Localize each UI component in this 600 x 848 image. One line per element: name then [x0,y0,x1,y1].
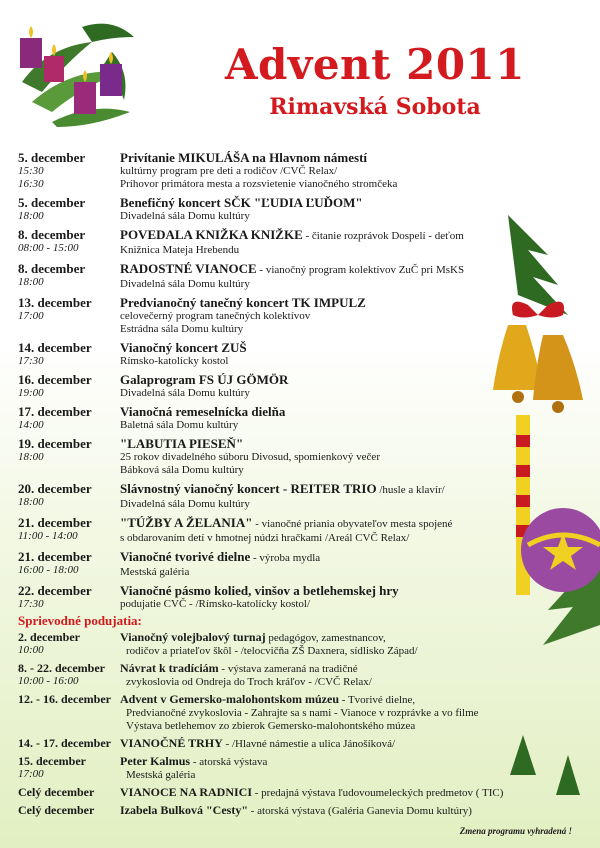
companion-date: 12. - 16. december [18,692,111,706]
event-time: 16:30 [18,178,44,190]
event-time: 11:00 - 14:00 [18,530,78,542]
companion-date-column [18,692,120,733]
companion-title [120,736,588,751]
event-detail: 25 rokov divadelného súboru Divosud, spomienkový večer [120,451,380,463]
event-title-text: Galaprogram FS ÚJ GÖMÖR [120,372,289,387]
companion-date: 2. december [18,630,80,644]
event-title-text: Vianočný koncert ZUŠ [120,340,247,355]
event-date-column [18,515,120,545]
event-title [120,404,508,419]
event-item [18,295,508,336]
companion-event-item [18,754,588,782]
event-body-column [120,227,508,257]
companion-title-text: Advent v Gemersko-malohontskom múzeu [120,692,339,706]
event-item [18,583,508,611]
event-title [120,195,508,210]
event-detail: Divadelná sála Domu kultúry [120,387,250,399]
companion-title-desc: - Tvorivé dielne, [339,694,416,706]
event-title-text: Benefičný koncert SČK "ĽUDIA ĽUĎOM" [120,195,363,210]
event-item [18,227,508,257]
event-date: 20. december [18,481,92,496]
advent-wreath-illustration [12,12,137,130]
companion-body-column [120,736,588,751]
event-time: 17:30 [18,355,44,367]
event-body-column [120,549,508,579]
bow-icon [512,302,564,318]
event-title-text: RADOSTNÉ VIANOCE [120,261,257,276]
event-title [120,515,508,532]
event-title-text: "TÚŽBY A ŽELANIA" [120,515,253,530]
event-title [120,583,508,598]
companion-date-column [18,754,120,782]
event-body-column [120,295,508,336]
event-date: 16. december [18,372,92,387]
event-item [18,195,508,223]
event-detail: kultúrny program pre deti a rodičov /CVČ Relax/ [120,165,338,177]
companion-body-column [120,692,588,733]
event-date: 13. december [18,295,92,310]
companion-title [120,692,588,707]
event-date: 19. december [18,436,92,451]
companion-title [120,754,588,769]
companion-title-text: VIANOCE NA RADNICI [120,785,253,799]
event-body-column [120,515,508,545]
event-title [120,481,508,498]
companion-title-text: Peter Kalmus [120,754,191,768]
event-date-column [18,227,120,257]
companion-date: 8. - 22. december [18,661,105,675]
event-body-column [120,195,508,223]
candle-icon [20,26,42,68]
event-detail: Knižnica Mateja Hrebendu [120,244,240,256]
event-body-column [120,481,508,511]
event-date-column [18,583,120,611]
event-title [120,436,508,451]
event-program [18,150,508,615]
event-title-desc: - vianočný program kolektívov ZuČ pri MsKS [256,264,465,276]
event-date: 21. december [18,515,92,530]
page-subtitle: Rimavská Sobota [269,94,481,120]
event-detail: Divadelná sála Domu kultúry [120,498,250,510]
event-title-text: "LABUTIA PIESEŇ" [120,436,244,451]
event-date-column [18,195,120,223]
event-time: 18:00 [18,276,44,288]
event-date-column [18,150,120,191]
event-body-column [120,150,508,191]
event-detail: Baletná sála Domu kultúry [120,419,239,431]
companion-title-desc: - atorská výstava [190,756,268,768]
event-detail: Rímsko-katolícky kostol [120,355,229,367]
event-item [18,150,508,191]
companion-body-column [120,630,588,658]
companion-title [120,661,588,676]
companion-event-item [18,803,588,818]
event-date-column [18,549,120,579]
event-date-column [18,481,120,511]
event-date-column [18,404,120,432]
companion-title-desc: - výstava zameraná na tradičné [218,663,358,675]
event-time: 15:30 [18,165,44,177]
companion-date: 15. december [18,754,86,768]
event-item [18,515,508,545]
companion-event-item [18,630,588,658]
event-body-column [120,340,508,368]
event-time [18,323,120,336]
event-title-text: POVEDALA KNIŽKA KNIŽKE [120,227,303,242]
event-title-desc: /husle a klavír/ [376,484,445,496]
companion-event-item [18,661,588,689]
event-title [120,340,508,355]
event-date: 21. december [18,549,92,564]
event-time [18,464,120,477]
event-title [120,549,508,566]
event-time: 18:00 [18,496,44,508]
event-detail: Bábková sála Domu kultúry [120,464,244,476]
companion-time: 10:00 [18,644,44,656]
event-detail: podujatie CVČ - /Rímsko-katolícky kostol/ [120,598,311,610]
event-time: 18:00 [18,210,44,222]
event-detail: Divadelná sála Domu kultúry [120,278,250,290]
event-detail: Divadelná sála Domu kultúry [120,210,250,222]
event-body-column [120,436,508,477]
companion-title-desc: - atorská výstava (Galéria Ganevia Domu kultúry) [248,805,472,817]
event-date-column [18,340,120,368]
companion-detail: Predvianočné zvykoslovia - Zahrajte sa s nami - Vianoce v rozprávke a vo filme [126,707,479,719]
companion-date-column [18,630,120,658]
event-body-column [120,261,508,291]
companion-time: 17:00 [18,768,44,780]
companion-event-item [18,736,588,751]
event-title [120,295,508,310]
event-body-column [120,404,508,432]
companion-date-column [18,661,120,689]
companion-date-column [18,785,120,800]
event-date: 5. december [18,150,86,165]
event-item [18,372,508,400]
event-title [120,372,508,387]
event-detail: Príhovor primátora mesta a rozsvietenie vianočného stromčeka [120,178,398,190]
event-item [18,340,508,368]
event-time: 19:00 [18,387,44,399]
event-title-text: Vianočné pásmo kolied, vinšov a betlehemskej hry [120,583,399,598]
event-item [18,261,508,291]
event-time: 17:30 [18,598,44,610]
event-date-column [18,372,120,400]
event-time: 14:00 [18,419,44,431]
event-title [120,150,508,165]
companion-title [120,785,588,800]
candle-icon [44,44,64,82]
event-date: 5. december [18,195,86,210]
companion-title [120,803,588,818]
event-date: 14. december [18,340,92,355]
companion-title-text: Vianočný volejbalový turnaj [120,630,266,644]
companion-event-item [18,785,588,800]
event-date-column [18,261,120,291]
companion-body-column [120,803,588,818]
event-date: 8. december [18,227,86,242]
event-item [18,436,508,477]
companion-detail: Výstava betlehemov zo zbierok Gemersko-malohontského múzea [126,720,416,732]
event-item [18,549,508,579]
footnote: Zmena programu vyhradená ! [459,826,572,836]
event-body-column [120,372,508,400]
event-date-column [18,295,120,336]
companion-title-text: Návrat k tradíciám [120,661,219,675]
companion-detail: zvykoslovia od Ondreja do Troch kráľov - /CVČ Relax/ [126,676,372,688]
companion-events-list [18,630,588,821]
companion-date: Celý december [18,803,95,817]
companion-title-text: Izabela Bulková "Cesty" [120,803,248,817]
event-date-column [18,436,120,477]
event-title [120,227,508,244]
event-detail: Estrádna sála Domu kultúry [120,323,244,335]
event-title-text: Predvianočný tanečný koncert TK IMPULZ [120,295,366,310]
event-title [120,261,508,278]
companion-title-desc: - predajná výstava ľudovoumeleckých predmetov ( TIC) [252,787,504,799]
event-time: 16:00 - 18:00 [18,564,79,576]
event-title-text: Slávnostný vianočný koncert - REITER TRIO [120,481,377,496]
event-time: 17:00 [18,310,44,322]
companion-date-column [18,736,120,751]
event-title-desc: - vianočné priania obyvateľov mesta spojené [252,518,453,530]
event-title-text: Privítanie MIKULÁŠA na Hlavnom námestí [120,150,368,165]
companion-events-heading: Sprievodné podujatia: [18,613,142,628]
companion-title-desc: - /Hlavné námestie a ulica Jánošíková/ [222,738,396,750]
event-detail: Mestská galéria [120,566,190,578]
event-body-column [120,583,508,611]
companion-body-column [120,661,588,689]
companion-date: 14. - 17. december [18,736,111,750]
event-date: 17. december [18,404,92,419]
event-detail: s obdarovaním detí v hmotnej núdzi hračkami /Areál CVČ Relax/ [120,532,410,544]
companion-title-desc: pedagógov, zamestnancov, [265,632,386,644]
event-date: 22. december [18,583,92,598]
event-title-desc: - čitanie rozprávok Dospelí - deťom [302,230,464,242]
event-title-text: Vianočné tvorivé dielne [120,549,251,564]
event-time: 08:00 - 15:00 [18,242,79,254]
event-title-text: Vianočná remeselnícka dielňa [120,404,286,419]
companion-time: 10:00 - 16:00 [18,675,79,687]
ornament-ball-icon [521,508,600,592]
companion-detail: Mestská galéria [126,769,196,781]
event-item [18,481,508,511]
event-date: 8. december [18,261,86,276]
event-title-desc: - výroba mydla [250,552,321,564]
companion-title [120,630,588,645]
companion-date-column [18,803,120,818]
companion-body-column [120,754,588,782]
companion-title-text: VIANOČNÉ TRHY [120,736,223,750]
event-item [18,404,508,432]
candle-icon [100,52,122,96]
companion-detail: rodičov a priateľov škôl - /telocvičňa ZŠ Daxnera, sídlisko Západ/ [126,645,418,657]
event-time: 18:00 [18,451,44,463]
page-title: Advent 2011 [224,40,526,89]
event-detail: celovečerný program tanečných kolektívov [120,310,311,322]
companion-date: Celý december [18,785,95,799]
companion-event-item [18,692,588,733]
companion-body-column [120,785,588,800]
